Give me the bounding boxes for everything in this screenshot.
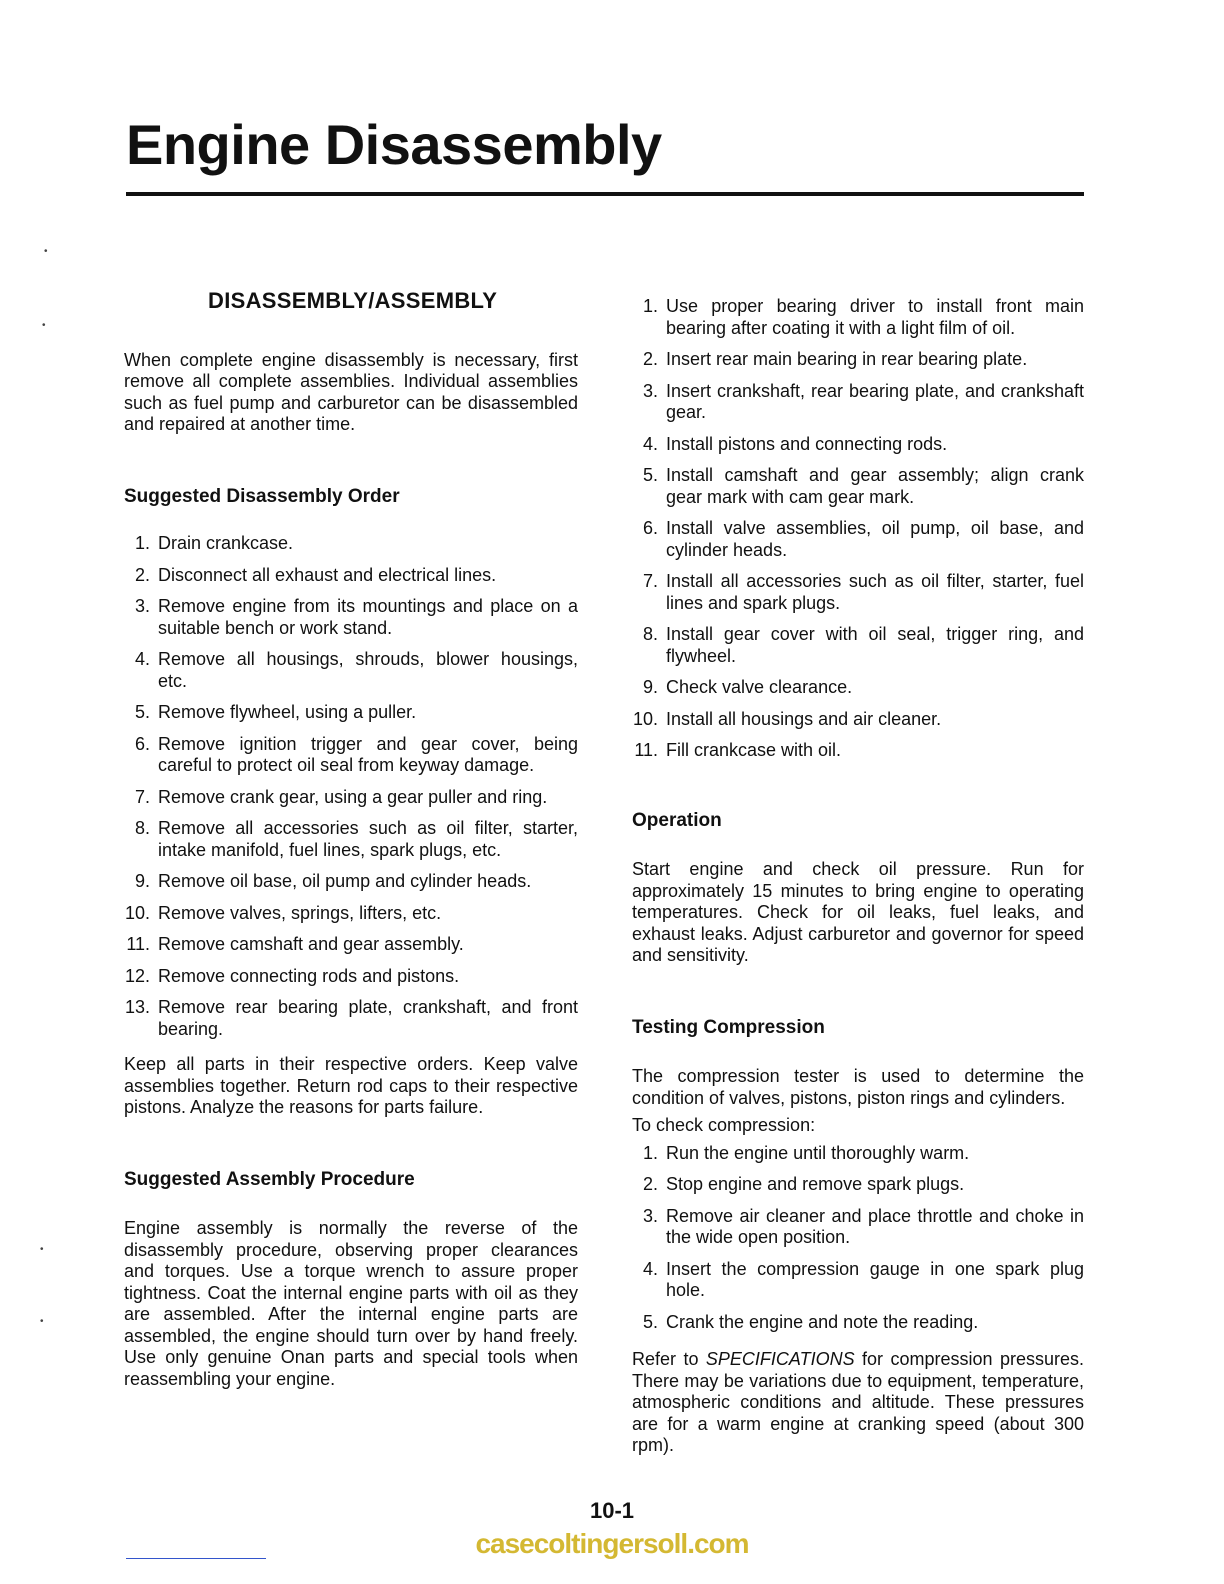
list-item-text: Stop engine and remove spark plugs. — [666, 1174, 965, 1194]
list-item-text: Install camshaft and gear assembly; align crank gear mark with cam gear mark. — [666, 465, 1084, 507]
list-item — [124, 734, 578, 777]
list-item-text: Remove all housings, shrouds, blower housings, etc. — [158, 649, 578, 691]
list-item-text: Install all accessories such as oil filter, starter, fuel lines and spark plugs. — [666, 571, 1084, 613]
list-item-text: Remove valves, springs, lifters, etc. — [158, 902, 442, 923]
list-item — [632, 740, 1084, 762]
list-item-text: Remove crank gear, using a gear puller and ring. — [158, 786, 548, 807]
list-item-number: 4. — [642, 433, 658, 454]
list-item-text: Use proper bearing driver to install front main bearing after coating it with a light film of oil. — [666, 296, 1084, 338]
list-item — [632, 677, 1084, 699]
assembly-paragraph: Engine assembly is normally the reverse of the disassembly procedure, observing proper clearances and torques. Use a torque wrench to assure proper tightness. Coat the internal engine parts with oil as they are assembled. After the internal engine parts are assembled, the engine should turn over by hand freely. Use only genuine Onan parts and special tools when reassembling your engine. — [124, 1218, 578, 1389]
list-item — [632, 434, 1084, 456]
compression-steps-list — [632, 1143, 1084, 1334]
list-item-number: 1. — [642, 1142, 658, 1163]
list-item-number: 4. — [642, 1258, 658, 1279]
refer-suffix: for compression pressures. There may be variations due to equipment, temperature, atmospheric conditions and altitude. These pressures are for a warm engine at cranking speed (about 300 rpm). — [632, 1349, 1084, 1455]
list-item — [632, 1259, 1084, 1302]
list-item-text: Install gear cover with oil seal, trigger ring, and flywheel. — [666, 624, 1084, 666]
list-item — [632, 1206, 1084, 1249]
list-item-text: Remove oil base, oil pump and cylinder heads. — [158, 871, 532, 891]
left-column — [124, 290, 578, 1390]
list-item-text: Install pistons and connecting rods. — [666, 433, 948, 454]
list-item-text: Remove rear bearing plate, crankshaft, and front bearing. — [158, 997, 578, 1039]
list-item-number: 3. — [134, 596, 150, 616]
margin-mark: • — [44, 246, 48, 257]
compression-paragraph: The compression tester is used to determine the condition of valves, pistons, piston rings and cylinders. — [632, 1066, 1084, 1108]
list-item-number: 3. — [642, 380, 658, 401]
list-item-text: Insert rear main bearing in rear bearing plate. — [666, 349, 1028, 369]
list-item-text: Check valve clearance. — [666, 677, 853, 697]
list-item-text: Remove engine from its mountings and place on a suitable bench or work stand. — [158, 596, 578, 638]
list-item — [632, 296, 1084, 339]
section-heading: DISASSEMBLY/ASSEMBLY — [208, 288, 498, 313]
list-item — [632, 518, 1084, 561]
list-item-number: 5. — [642, 465, 658, 485]
assembly-steps-list — [632, 296, 1084, 762]
list-item — [124, 871, 578, 893]
list-item-text: Run the engine until thoroughly warm. — [666, 1142, 970, 1163]
list-item-number: 1. — [642, 296, 658, 316]
list-item-number: 10. — [124, 902, 150, 923]
list-item — [124, 649, 578, 692]
list-item-number: 6. — [642, 518, 658, 538]
website-watermark: casecoltingersoll.com — [475, 1528, 749, 1559]
list-item-text: Remove connecting rods and pistons. — [158, 965, 460, 986]
list-item-number: 7. — [134, 786, 150, 807]
intro-paragraph: When complete engine disassembly is necessary, first remove all complete assemblies. Individual assemblies such as fuel pump and carburetor can be disassembled and repaired at another time. — [124, 349, 578, 434]
list-item-number: 4. — [134, 649, 150, 669]
list-item-text: Remove flywheel, using a puller. — [158, 702, 417, 722]
margin-mark: • — [40, 1244, 44, 1255]
disassembly-order-heading: Suggested Disassembly Order — [124, 485, 400, 507]
assembly-procedure-heading: Suggested Assembly Procedure — [124, 1168, 415, 1190]
list-item-text: Remove air cleaner and place throttle and choke in the wide open position. — [666, 1205, 1084, 1247]
list-item — [632, 465, 1084, 508]
testing-compression-heading: Testing Compression — [632, 1016, 825, 1038]
list-item-number: 12. — [124, 965, 150, 986]
list-item-number: 8. — [134, 818, 150, 838]
list-item-text: Remove camshaft and gear assembly. — [158, 934, 464, 954]
list-item — [632, 1143, 1084, 1165]
list-item — [124, 787, 578, 809]
list-item-number: 5. — [642, 1311, 658, 1332]
list-item — [124, 934, 578, 956]
list-item-text: Remove ignition trigger and gear cover, being careful to protect oil seal from keyway damage. — [158, 733, 578, 775]
list-item-number: 6. — [134, 733, 150, 754]
list-item — [124, 533, 578, 555]
list-item-number: 2. — [642, 1174, 658, 1194]
list-item-number: 5. — [134, 702, 150, 722]
title-rule — [126, 192, 1084, 196]
list-item-number: 11. — [126, 934, 150, 954]
list-item-text: Remove all accessories such as oil filter, starter, intake manifold, fuel lines, spark plugs, etc. — [158, 818, 578, 860]
page-title: Engine Disassembly — [126, 113, 662, 176]
list-item — [124, 997, 578, 1040]
list-item-text: Fill crankcase with oil. — [666, 740, 842, 760]
list-item — [632, 1312, 1084, 1334]
operation-paragraph: Start engine and check oil pressure. Run for approximately 15 minutes to bring engine to operating temperatures. Check for oil leaks, fuel leaks, and exhaust leaks. Adjust carburetor and governor for speed and sensitivity. — [632, 859, 1084, 965]
list-item — [632, 571, 1084, 614]
list-item — [124, 596, 578, 639]
list-item-number: 9. — [134, 871, 150, 891]
page-number: 10-1 — [589, 1498, 635, 1523]
list-item — [632, 349, 1084, 371]
list-item — [124, 818, 578, 861]
list-item — [632, 709, 1084, 731]
list-item-number: 8. — [642, 624, 658, 644]
list-item-number: 9. — [642, 677, 658, 697]
list-item-number: 10. — [632, 708, 658, 729]
list-item-number: 3. — [642, 1205, 658, 1226]
list-item — [632, 1174, 1084, 1196]
list-item — [632, 381, 1084, 424]
list-item — [124, 702, 578, 724]
list-item — [124, 966, 578, 988]
operation-heading: Operation — [632, 809, 722, 831]
list-item — [124, 565, 578, 587]
list-item-text: Crank the engine and note the reading. — [666, 1311, 979, 1332]
keep-parts-paragraph: Keep all parts in their respective orders. Keep valve assemblies together. Return rod caps to their respective pistons. Analyze the reasons for parts failure. — [124, 1054, 578, 1117]
right-column — [632, 296, 1084, 1457]
check-compression-label: To check compression: — [632, 1115, 816, 1135]
list-item-text: Install valve assemblies, oil pump, oil base, and cylinder heads. — [666, 518, 1084, 560]
list-item-number: 11. — [634, 740, 658, 760]
list-item-number: 2. — [134, 564, 150, 585]
list-item — [632, 624, 1084, 667]
list-item-number: 13. — [124, 997, 150, 1017]
refer-paragraph — [632, 1349, 1084, 1457]
specifications-reference: SPECIFICATIONS — [705, 1349, 855, 1369]
list-item-text: Insert crankshaft, rear bearing plate, and crankshaft gear. — [666, 380, 1084, 422]
list-item-text: Disconnect all exhaust and electrical lines. — [158, 564, 497, 585]
list-item-number: 1. — [134, 533, 150, 553]
list-item-text: Insert the compression gauge in one spark plug hole. — [666, 1258, 1084, 1300]
list-item-number: 7. — [642, 571, 658, 591]
list-item-text: Drain crankcase. — [158, 533, 294, 553]
footer-line — [126, 1558, 266, 1559]
list-item — [124, 903, 578, 925]
list-item-text: Install all housings and air cleaner. — [666, 708, 942, 729]
refer-prefix: Refer to — [632, 1349, 706, 1369]
margin-mark: • — [42, 320, 46, 331]
disassembly-steps-list — [124, 533, 578, 1040]
list-item-number: 2. — [642, 349, 658, 369]
margin-mark: • — [40, 1316, 44, 1327]
